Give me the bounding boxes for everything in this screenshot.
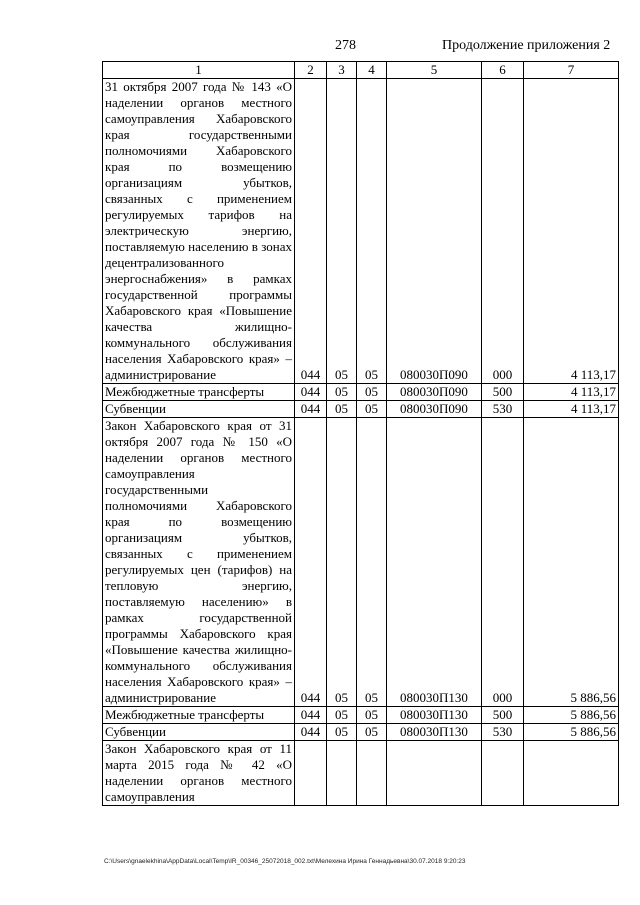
- table-row: [103, 724, 619, 741]
- column-header: 7: [524, 62, 619, 79]
- cell-vr: 530: [482, 401, 524, 418]
- file-path-footer: C:\Users\gnaelekhina\AppData\Local\Temp\IR_00346_25072018_002.txt\Мелехина Ирина Геннадьевна\30.07.2018 9:20:23: [104, 858, 466, 865]
- cell-grbs: [295, 741, 327, 806]
- cell-vr: 500: [482, 384, 524, 401]
- cell-rz: 05: [327, 384, 357, 401]
- column-header: 4: [357, 62, 387, 79]
- cell-sum: 4 113,17: [524, 401, 619, 418]
- column-header: 2: [295, 62, 327, 79]
- cell-pr: 05: [357, 79, 387, 384]
- continuation-title: Продолжение приложения 2: [442, 38, 611, 53]
- table-row: [103, 401, 619, 418]
- cell-rz: 05: [327, 79, 357, 384]
- row-name: 31 октября 2007 года № 143 «О наделении органов местного самоуправления Хабаровского края государственными полномочиями Хабаровского края по возмещению организациям убытков, связанных с применением регулируемых тарифов на электрическую энергию, поставляемую населению в зонах децентрализованного энергоснабжения» в рамках государственной программы Хабаровского края «Повышение качества жилищно-коммунального обслуживания населения Хабаровского края» – администрирование: [103, 79, 295, 384]
- cell-vr: 500: [482, 707, 524, 724]
- cell-grbs: 044: [295, 707, 327, 724]
- cell-sum: 5 886,56: [524, 724, 619, 741]
- row-name: Закон Хабаровского края от 31 октября 2007 года № 150 «О наделении органов местного самоуправления государственными полномочиями Хабаровского края по возмещению организациям убытков, связанных с применением регулируемых цен (тарифов) на тепловую энергию, поставляемую населению» в рамках государственной программы Хабаровского края «Повышение качества жилищно-коммунального обслуживания населения Хабаровского края» – администрирование: [103, 418, 295, 707]
- cell-rz: 05: [327, 707, 357, 724]
- cell-csr: 080030П130: [387, 724, 482, 741]
- page-number: 278: [335, 38, 356, 53]
- cell-vr: [482, 741, 524, 806]
- cell-sum: 5 886,56: [524, 707, 619, 724]
- column-number-row: [103, 62, 619, 79]
- cell-rz: 05: [327, 724, 357, 741]
- table-row: [103, 707, 619, 724]
- cell-vr: 530: [482, 724, 524, 741]
- column-header: 1: [103, 62, 295, 79]
- cell-grbs: 044: [295, 418, 327, 707]
- cell-rz: 05: [327, 401, 357, 418]
- row-name: Субвенции: [103, 724, 295, 741]
- cell-grbs: 044: [295, 79, 327, 384]
- column-header: 5: [387, 62, 482, 79]
- cell-rz: [327, 741, 357, 806]
- appendix-table: [102, 61, 619, 806]
- cell-pr: 05: [357, 707, 387, 724]
- table-row: [103, 418, 619, 707]
- cell-sum: 5 886,56: [524, 418, 619, 707]
- cell-csr: [387, 741, 482, 806]
- cell-grbs: 044: [295, 401, 327, 418]
- cell-sum: 4 113,17: [524, 79, 619, 384]
- row-name: Субвенции: [103, 401, 295, 418]
- cell-csr: 080030П090: [387, 384, 482, 401]
- table-row: [103, 384, 619, 401]
- column-header: 6: [482, 62, 524, 79]
- column-header: 3: [327, 62, 357, 79]
- cell-csr: 080030П090: [387, 79, 482, 384]
- cell-pr: 05: [357, 418, 387, 707]
- row-name: Межбюджетные трансферты: [103, 384, 295, 401]
- cell-grbs: 044: [295, 724, 327, 741]
- cell-sum: 4 113,17: [524, 384, 619, 401]
- cell-rz: 05: [327, 418, 357, 707]
- cell-pr: [357, 741, 387, 806]
- row-name: Межбюджетные трансферты: [103, 707, 295, 724]
- cell-csr: 080030П130: [387, 418, 482, 707]
- cell-sum: [524, 741, 619, 806]
- table-row: [103, 741, 619, 806]
- cell-pr: 05: [357, 384, 387, 401]
- cell-csr: 080030П130: [387, 707, 482, 724]
- cell-grbs: 044: [295, 384, 327, 401]
- cell-pr: 05: [357, 724, 387, 741]
- cell-vr: 000: [482, 79, 524, 384]
- table-row: [103, 79, 619, 384]
- cell-csr: 080030П090: [387, 401, 482, 418]
- row-name: Закон Хабаровского края от 11 марта 2015 года № 42 «О наделении органов местного самоуправления: [103, 741, 295, 806]
- cell-vr: 000: [482, 418, 524, 707]
- cell-pr: 05: [357, 401, 387, 418]
